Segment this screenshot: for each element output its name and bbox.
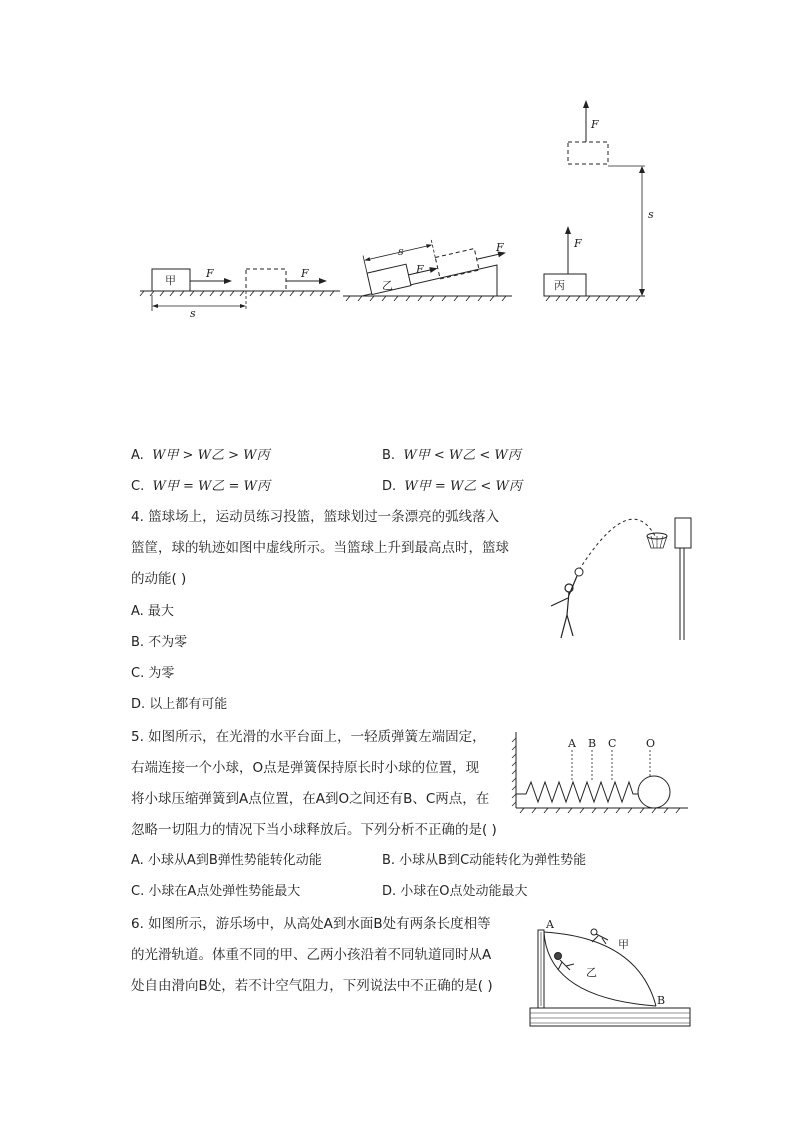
- q4-stem-line-3: 的动能( ): [131, 571, 187, 587]
- label-yi: 乙: [586, 966, 597, 979]
- backboard: [675, 518, 691, 548]
- child-yi-icon: [555, 953, 575, 971]
- q3-option-d[interactable]: [382, 478, 522, 496]
- q3-option-c-expr: W甲 = W乙 = W丙: [152, 479, 270, 494]
- q5-stem-line-4: 忽略一切阻力的情况下当小球释放后。下列分析不正确的是( ): [131, 822, 497, 838]
- work-force-figure: [140, 95, 660, 325]
- basketball-figure: [535, 510, 705, 645]
- work-force-diagrams: [140, 95, 660, 325]
- point-a-label: A: [546, 918, 554, 931]
- spring-figure: [512, 730, 692, 815]
- distance-label-bing: s: [648, 208, 654, 221]
- block-bing: [544, 274, 586, 296]
- q3-option-d-expr: W甲 = W乙 < W丙: [404, 479, 522, 494]
- track-upper: [544, 932, 656, 1006]
- diagram-jia: [140, 267, 340, 320]
- point-b-label: B: [588, 737, 597, 750]
- q3-option-a-letter: A.: [131, 448, 144, 463]
- q4-option-c[interactable]: C. 为零: [131, 666, 175, 681]
- force-label-jia-moved: F: [301, 267, 309, 280]
- q4-option-b[interactable]: B. 不为零: [131, 635, 188, 650]
- basketball-drawing: [535, 510, 705, 645]
- label-jia: 甲: [618, 938, 629, 951]
- q3-option-a[interactable]: [131, 447, 269, 465]
- q3-option-c-letter: C.: [131, 479, 145, 494]
- q6-stem-line-2: 的光滑轨道。体重不同的甲、乙两小孩沿着不同轨道同时从A: [131, 947, 492, 963]
- q4-option-d[interactable]: D. 以上都有可能: [131, 697, 228, 712]
- spring-drawing: [512, 730, 692, 815]
- ball: [638, 776, 670, 808]
- block-bing-label: 丙: [554, 279, 565, 292]
- block-jia-moved: [246, 269, 286, 291]
- q5-option-b[interactable]: B. 小球从B到C动能转化为弹性势能: [382, 853, 587, 868]
- slide-drawing: [528, 918, 693, 1030]
- point-a-label: A: [568, 737, 576, 750]
- force-label-bing: F: [574, 237, 582, 250]
- block-jia-label: 甲: [165, 274, 176, 287]
- child-jia-icon: [591, 929, 608, 944]
- force-label-yi-moved: F: [496, 241, 504, 254]
- q3-option-c[interactable]: [131, 478, 270, 496]
- q5-option-c[interactable]: C. 小球在A点处弹性势能最大: [131, 884, 301, 899]
- force-label-jia: F: [206, 267, 214, 280]
- q4-stem-line-1: 4. 篮球场上，运动员练习投篮，篮球划过一条漂亮的弧线落入: [131, 509, 500, 525]
- block-bing-lifted: [568, 142, 608, 164]
- q5-option-d[interactable]: D. 小球在O点处动能最大: [382, 884, 528, 899]
- player-figure: [551, 576, 577, 638]
- point-c-label: C: [608, 737, 617, 750]
- q5-stem-line-2: 右端连接一个小球，O点是弹簧保持原长时小球的位置，现: [131, 760, 480, 776]
- q5-stem-line-3: 将小球压缩弹簧到A点位置，在A到O之间还有B、C两点，在: [131, 791, 490, 807]
- spring: [516, 782, 638, 802]
- basketball-icon: [575, 568, 583, 576]
- q3-option-a-expr: W甲 > W乙 > W丙: [152, 448, 270, 463]
- q3-option-d-letter: D.: [382, 479, 397, 494]
- slide-figure: [528, 918, 693, 1030]
- distance-label-yi: s: [398, 245, 404, 258]
- q3-option-b[interactable]: [382, 447, 521, 465]
- distance-label-jia: s: [190, 307, 196, 320]
- diagram-bing: [544, 100, 654, 301]
- force-label-bing-lifted: F: [591, 118, 599, 131]
- force-label-yi: F: [416, 263, 424, 276]
- q3-option-b-expr: W甲 < W乙 < W丙: [403, 448, 521, 463]
- q5-option-a[interactable]: A. 小球从A到B弹性势能转化动能: [131, 853, 322, 868]
- q3-option-b-letter: B.: [382, 448, 396, 463]
- block-yi-label: 乙: [382, 279, 393, 292]
- q6-stem-line-3: 处自由滑向B处，若不计空气阻力，下列说法中不正确的是( ): [131, 978, 493, 994]
- q6-stem-line-1: 6. 如图所示，游乐场中，从高处A到水面B处有两条长度相等: [131, 916, 491, 932]
- diagram-yi: [343, 224, 512, 301]
- q4-option-a[interactable]: A. 最大: [131, 604, 174, 619]
- point-o-label: O: [646, 737, 656, 750]
- point-b-label: B: [657, 994, 666, 1007]
- q5-stem-line-1: 5. 如图所示，在光滑的水平台面上，一轻质弹簧左端固定，: [131, 729, 486, 745]
- q4-stem-line-2: 篮筐，球的轨迹如图中虚线所示。当篮球上升到最高点时，篮球: [131, 540, 509, 556]
- water-pool: [530, 1008, 690, 1026]
